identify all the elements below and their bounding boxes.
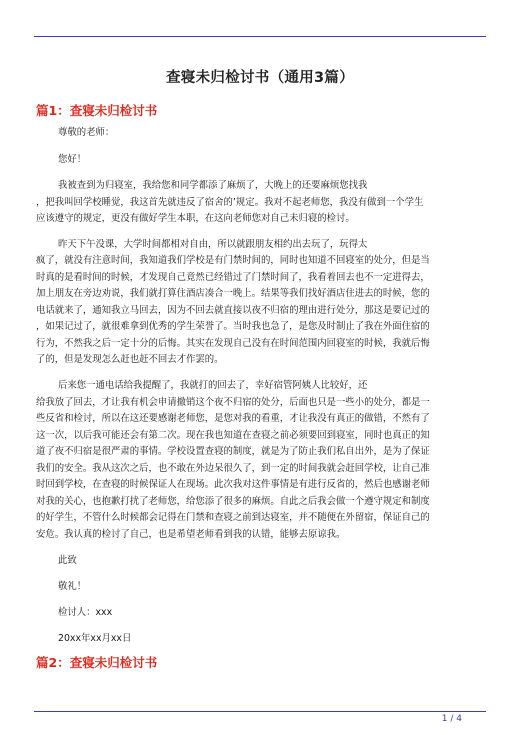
body-line: 我被查到为归寝室，我给您和同学都添了麻烦了，大晚上的还要麻烦您找我 xyxy=(58,180,368,191)
body-line: 疯了，就没有注意时间，我知道我们学校是有门禁时间的，同时也知道不回寝室的处分，但是当 xyxy=(36,255,430,266)
body-line: 应该遵守的规定，更没有做好学生本职，在这向老师您对自己未归寝的检讨。 xyxy=(36,213,355,224)
section-heading-1: 篇1：查寝未归检讨书 xyxy=(36,103,158,118)
signature-name: 检讨人：xxx xyxy=(58,607,113,618)
body-line: 给我放了回去，才让我有机会申请撤销这个夜不归宿的处分，后面也只是一些小的处分，都是一 xyxy=(36,397,430,408)
greeting: 您好！ xyxy=(58,154,87,165)
body-line: 道了夜不归宿是很严肃的事情。学校设置查寝的制度，就是为了防止我们私自出外，是为了保证 xyxy=(36,446,430,457)
body-line: 了的，但是发现怎么赶也赶不回去才作罢的。 xyxy=(36,354,224,365)
page-number: 1 / 4 xyxy=(441,714,462,724)
body-line: ，把我叫回学校睡觉，我这首先就违反了宿舍的’规定。我对不起老师您，我没有做到一个学生 xyxy=(36,197,424,208)
footer-rule xyxy=(34,711,486,712)
body-line: 这一次，以后我可能还会有第二次。现在我也知道在查寝之前必须要回到寝室，同时也真正的知 xyxy=(36,430,430,441)
body-line: 时真的是看时间的时候，才发现自己竟然已经错过了门禁时间了，我看着回去也不一定进得去， xyxy=(36,272,430,283)
body-line: 些反省和检讨，所以在这还要感谢老师您，是您对我的看重，才让我没有真正的做错，不然有了 xyxy=(36,413,430,424)
body-line: ，如果记过了，就很难拿到优秀的学生荣誉了。当时我也急了，是您及时制止了我在外面住宿的 xyxy=(36,321,430,332)
body-line: 时回到学校，在查寝的时候保证人在现场。此次我对这件事情是有进行反省的，然后也感谢老师 xyxy=(36,479,430,490)
header-rule xyxy=(34,36,486,37)
body-line: 后来您一通电话给我提醒了，我就打的回去了，幸好宿管阿姨人比较好，还 xyxy=(58,380,368,391)
closing-regards: 敬礼！ xyxy=(58,581,87,592)
body-line: 昨天下午没课，大学时间都相对自由，所以就跟朋友相约出去玩了，玩得太 xyxy=(58,239,368,250)
body-line: 我们的安全。我从这次之后，也不敢在外边呆很久了，到一定的时间我就会赶回学校，让自己准 xyxy=(36,463,430,474)
body-line: 行为，不然我之后一定十分的后悔。其实在发现自己没有在时间范围内回寝室的时候，我就后悔 xyxy=(36,338,430,349)
body-line: 电话就来了，通知我立马回去，因为不回去就直接以夜不归宿的理由进行处分，那这是要记过的 xyxy=(36,305,430,316)
body-line: 安危。我认真的检讨了自己，也是希望老师看到我的认错，能够去原谅我。 xyxy=(36,529,346,540)
salutation: 尊敬的老师： xyxy=(58,127,115,138)
page-title: 查寝未归检讨书（通用3篇） xyxy=(166,70,354,86)
section-heading-2: 篇2：查寝未归检讨书 xyxy=(36,655,158,670)
closing-line: 此致 xyxy=(58,555,77,566)
signature-date: 20xx年xx月xx日 xyxy=(58,633,132,644)
body-line: 加上朋友在旁边劝说，我们就打算住酒店凑合一晚上。结果等我们找好酒店住进去的时候，您的 xyxy=(36,288,430,299)
body-line: 的好学生，不管什么时候都会记得在门禁和查寝之前到达寝室，并不随便在外留宿，保证自己的 xyxy=(36,512,430,523)
body-line: 对我的关心，也抱歉打扰了老师您，给您添了很多的麻烦。自此之后我会做一个遵守规定和制度 xyxy=(36,496,430,507)
